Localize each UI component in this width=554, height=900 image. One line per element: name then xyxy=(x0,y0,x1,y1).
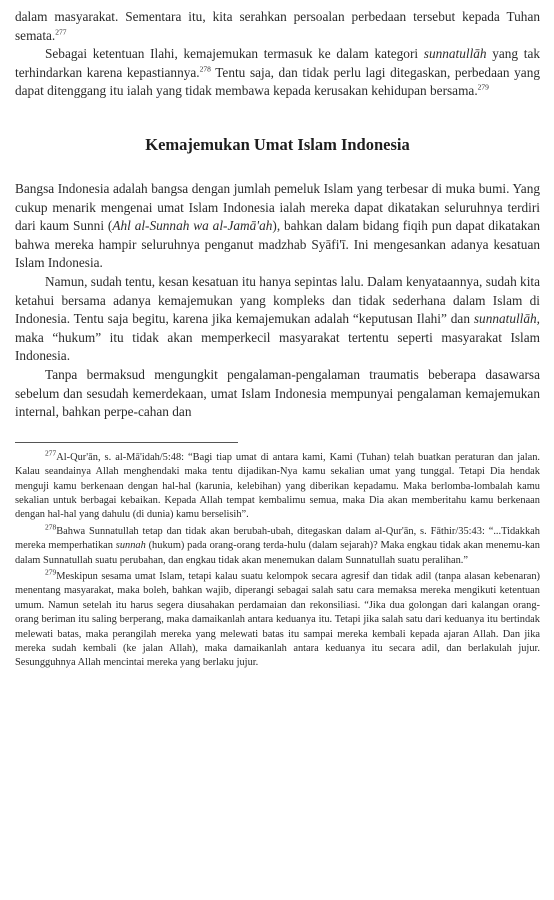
footnote-text: Al-Qur'ān, s. al-Mā'idah/5:48: “Bagi tiap umat di antara kami, Kami (Tuhan) telah buatkan peraturan dan jalan. Kalau seandainya Allah menghendaki maka tentu dijadikan-Nya kamu sekalian umat yang tunggal. Tetapi Dia hendak menguji kamu berkenaan dengan hal-hal (karunia, kelebihan) yang diberikan kepadamu. Maka berlomba-lombalah kamu sekalian untuk berbagai kebaikan. Kepada Allah tempat kembalimu semua, maka Dia akan memberitahu kamu berkenaan dengan hal-hal yang dahulu (di dunia) kamu berselisih”. xyxy=(15,451,540,521)
book-page xyxy=(15,8,540,671)
paragraph-text: dalam masyarakat. Sementara itu, kita serahkan persoalan perbedaan tersebut kepada Tuhan semata. xyxy=(15,9,540,43)
paragraph-text: yang tak terhindarkan karena kepastiannya. xyxy=(15,46,540,80)
italic-term: Ahl al-Sunnah wa al-Jamā'ah xyxy=(112,218,273,234)
footnote-text: Bahwa Sunnatullah tetap dan tidak akan berubah-ubah, ditegaskan dalam al-Qur'ān, s. Fāthir/35:43: “...Tidakkah mereka memperhatikan xyxy=(15,525,540,552)
footnote-279 xyxy=(15,567,540,671)
italic-term: sunnatullāh xyxy=(423,46,487,62)
paragraph-tanpa: Tanpa bermaksud mengungkit pengalaman-pengalaman traumatis beberapa dasawarsa sebelum dan sesudah kemerdekaan, umat Islam Indonesia mempunyai pengalaman kemajemukan internal, bahkan perpe-cahan dan xyxy=(15,366,540,420)
footnote-ref: 278 xyxy=(199,64,211,74)
footnotes xyxy=(15,448,540,671)
footnote-text: (hukum) pada orang-orang terda-hulu (dalam sejarah)? Maka engkau tidak akan menemu-kan dalam Sunnatullah suatu perubahan, dan engkau tidak akan menemukan dalam Sunnatullah suatu peralihan.” xyxy=(15,540,540,566)
italic-term: sunnatullāh xyxy=(473,311,537,327)
paragraph-text: Namun, sudah tentu, kesan kesatuan itu hanya sepintas lalu. Dalam kenyataannya, sudah kita ketahui bersama adanya kemajemukan yang kompleks dan tidak sederhana dalam Islam di Indonesia. Tentu saja begitu, karena jika kemajemukan adalah “keputusan Ilahi” dan xyxy=(15,273,540,327)
footnote-278 xyxy=(15,522,540,568)
paragraph-text: Bangsa Indonesia adalah bangsa dengan jumlah pemeluk Islam yang terbesar di muka bumi. Yang cukup menarik mengenai umat Islam Indonesia ialah mereka dapat dikatakan seluruhnya terdiri dari kaum Sunni ( xyxy=(15,180,540,234)
footnote-number: 277 xyxy=(45,448,57,458)
footnote-277 xyxy=(15,448,540,523)
footnote-ref: 279 xyxy=(477,82,489,92)
footnote-number: 278 xyxy=(45,522,57,532)
paragraph-text: ), bahkan dalam bidang fiqih pun dapat dikatakan bahwa mereka hampir seluruhnya penganut madzhab Syāfi'ī. Ini mengesankan adanya kesatuan Islam Indonesia. xyxy=(15,218,540,271)
paragraph-namun xyxy=(15,273,540,366)
footnote-divider xyxy=(15,442,238,443)
paragraph-text: Sebagai ketentuan Ilahi, kemajemukan termasuk ke dalam kategori xyxy=(45,46,424,62)
footnote-number: 279 xyxy=(45,567,57,577)
paragraph-text: , maka “hukum” itu tidak akan memperkecil masyarakat tertentu seperti masyarakat Islam Indonesia. xyxy=(15,311,540,364)
footnote-text: Meskipun sesama umat Islam, tetapi kalau suatu kelompok secara agresif dan tidak adil (tanpa alasan kebenaran) menentang masyarakat, maka boleh, bahkan wajib, diperangi sebagai salah satu cara memaksa mereka mengikuti ketentuan umum. Namun setelah itu harus segera diusahakan perdamaian dan rekonsiliasi. “Jika dua golongan dari kalangan orang-orang beriman itu saling berperang, maka damaikanlah antara keduanya itu. Tetapi jika salah satu dari keduanya itu bertindak melewati batas, maka perangilah mereka yang melewati batas itu sampai mereka kembali kepada ajaran Allah. Dan jika mereka sudah kembali (ke jalan Allah), maka damaikanlah antara keduanya itu secara adil, dan berlakulah jujur. Sesungguhnya Allah mencintai mereka yang berlaku jujur. xyxy=(15,570,540,669)
section-heading: Kemajemukan Umat Islam Indonesia xyxy=(145,134,410,154)
paragraph-sunnatullah xyxy=(15,45,540,101)
paragraph-text: Tentu saja, dan tidak perlu lagi ditegaskan, perbedaan yang dapat ditenggang itu ialah yang tidak membawa kepada kerusakan kehidupan bersama. xyxy=(15,64,540,99)
paragraph-bangsa xyxy=(15,180,540,273)
italic-term: sunnah xyxy=(115,540,146,552)
paragraph-continuation xyxy=(15,8,540,45)
footnote-ref: 277 xyxy=(55,27,67,37)
